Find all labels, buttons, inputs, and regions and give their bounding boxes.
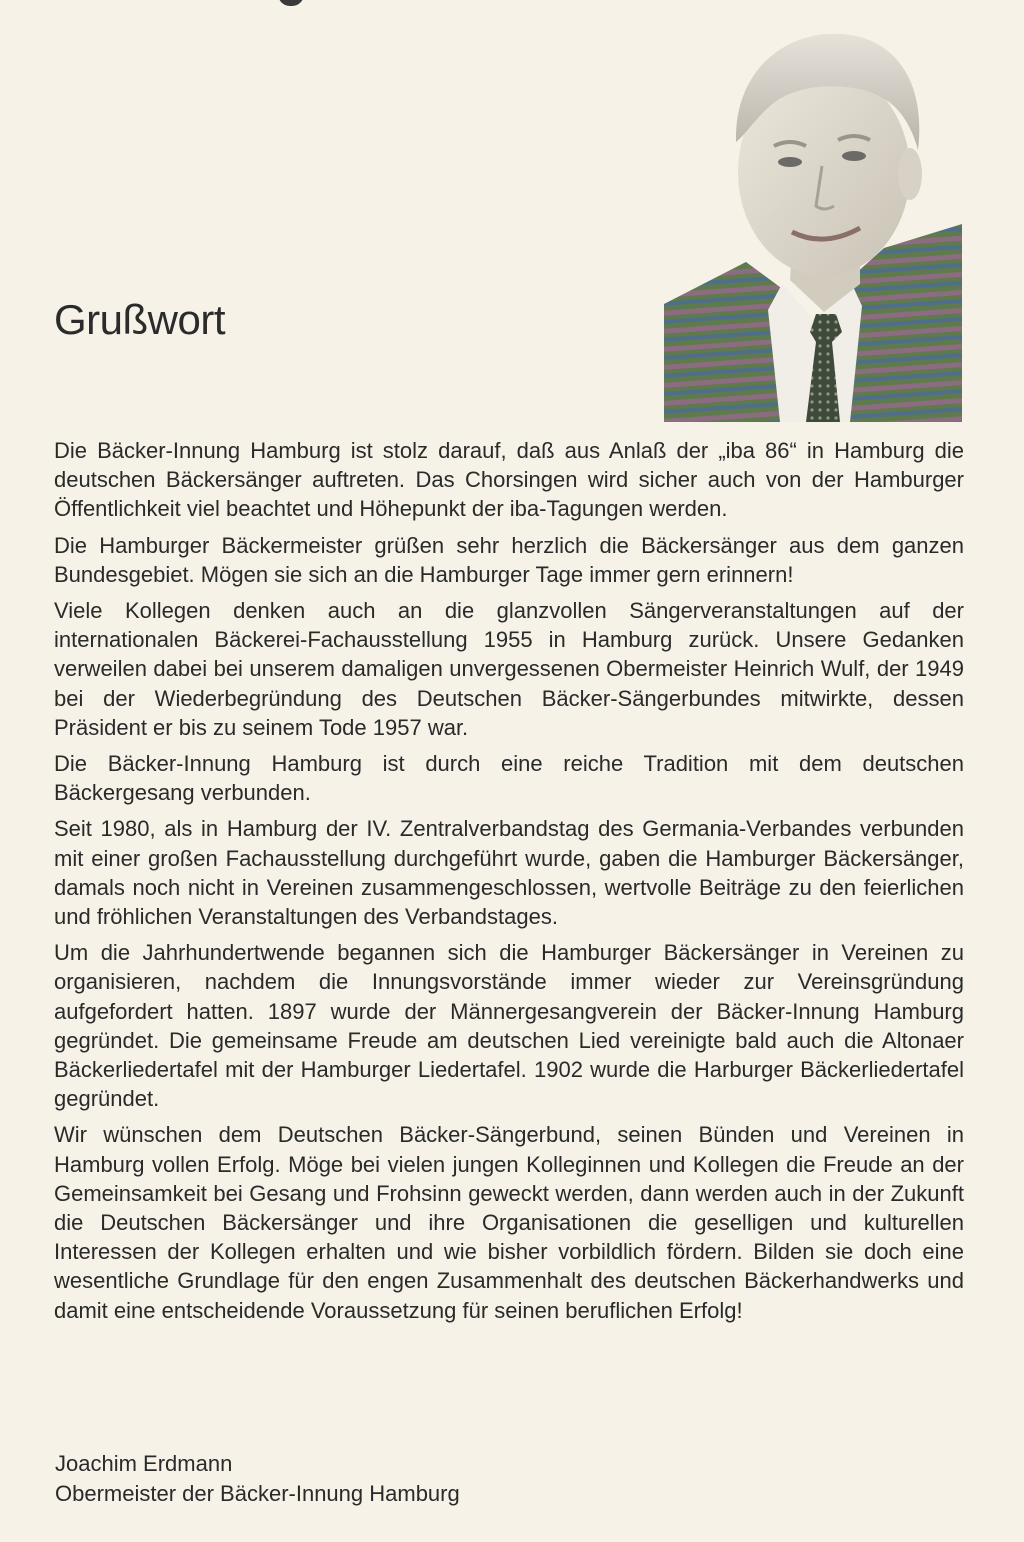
signature-role: Obermeister der Bäcker-Innung Hamburg (55, 1480, 460, 1506)
page-binding-mark (278, 0, 304, 6)
paragraph: Seit 1980, als in Hamburg der IV. Zentralverbandstag des Germania-Verbandes verbunden mit einer großen Fachausstellung durchgeführt wurde, gaben die Hamburger Bäckersänger, damals noch nicht in Vereinen zusammengeschlossen, wertvolle Beiträge zu den feierlichen und fröhlichen Veranstaltungen des Verbandstages. (54, 816, 964, 930)
signature-block (55, 1449, 460, 1508)
page-title: Grußwort (54, 296, 226, 343)
paragraph: Die Bäcker-Innung Hamburg ist durch eine reiche Tradition mit dem deutschen Bäckergesang verbunden. (54, 751, 964, 806)
signature-name: Joachim Erdmann (55, 1451, 233, 1476)
paragraph: Wir wünschen dem Deutschen Bäcker-Sängerbund, seinen Bünden und Vereinen in Hamburg vollen Erfolg. Möge bei vielen jungen Kolleginnen und Kollegen die Freude an der Gemeinsamkeit bei Gesang und Frohsinn geweckt werden, dann werden auch in der Zukunft die Deutschen Bäckersänger und ihre Organisationen die geselligen und kulturellen Interessen der Kollegen erhalten und wie bisher vorbildlich fördern. Bilden sie doch eine wesentliche Grundlage für den engen Zusammenhalt des deutschen Bäckerhandwerks und damit eine entscheidende Voraussetzung für seinen beruflichen Erfolg! (54, 1122, 964, 1323)
paragraph: Die Bäcker-Innung Hamburg ist stolz darauf, daß aus Anlaß der „iba 86“ in Hamburg die deutschen Bäckersänger auftreten. Das Chorsingen wird sicher auch von der Hamburger Öffentlichkeit viel beachtet und Höhepunkt der iba-Tagungen werden. (54, 438, 964, 522)
article-body (54, 436, 964, 1332)
paragraph: Viele Kollegen denken auch an die glanzvollen Sängerveranstaltungen auf der internationalen Bäckerei-Fachausstellung 1955 in Hamburg zurück. Unsere Gedanken verweilen dabei bei unserem damaligen unvergessenen Obermeister Heinrich Wulf, der 1949 bei der Wiederbegründung des Deutschen Bäcker-Sängerbundes mitwirkte, dessen Präsident er bis zu seinem Tode 1957 war. (54, 598, 964, 740)
portrait-photo (664, 22, 962, 422)
paragraph: Um die Jahrhundertwende begannen sich die Hamburger Bäckersänger in Vereinen zu organisieren, nachdem die Innungsvorstände immer wieder zur Vereinsgründung aufgefordert hatten. 1897 wurde der Männergesangverein der Bäcker-Innung Hamburg gegründet. Die gemeinsame Freude am deutschen Lied vereinigte bald auch die Altonaer Bäckerliedertafel mit der Hamburger Liedertafel. 1902 wurde die Harburger Bäckerliedertafel gegründet. (54, 940, 964, 1112)
paragraph: Die Hamburger Bäckermeister grüßen sehr herzlich die Bäckersänger aus dem ganzen Bundesgebiet. Mögen sie sich an die Hamburger Tage immer gern erinnern! (54, 532, 964, 587)
